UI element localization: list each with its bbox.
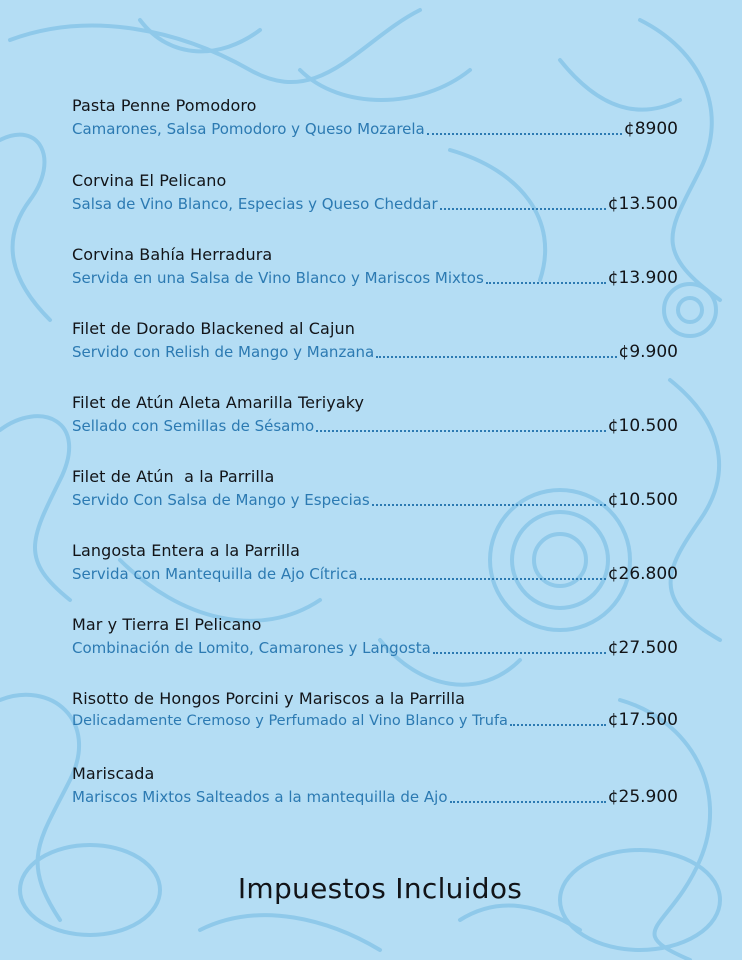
dish-description: Delicadamente Cremoso y Perfumado al Vino Blanco y Trufa [72,713,508,729]
dish-description: Servida con Mantequilla de Ajo Cítrica [72,565,358,583]
menu-item [72,393,678,443]
menu-item [72,764,678,814]
taxes-note: Impuestos Incluidos [237,872,523,905]
dish-description: Servida en una Salsa de Vino Blanco y Mariscos Mixtos [72,269,484,287]
dish-name: Mariscada [72,764,155,783]
dish-description: Servido con Relish de Mango y Manzana [72,343,375,361]
dish-name: Corvina Bahía Herradura [72,245,273,264]
dish-name: Corvina El Pelicano [72,171,227,190]
dot-leader [376,356,616,358]
dot-leader [486,282,606,284]
dish-name: Langosta Entera a la Parrilla [72,541,301,560]
dish-description: Camarones, Salsa Pomodoro y Queso Mozarela [72,120,425,138]
dish-name: Pasta Penne Pomodoro [72,96,257,115]
dish-price: ¢10.500 [607,490,678,510]
dish-price: ¢10.500 [607,416,678,436]
dish-name: Risotto de Hongos Porcini y Mariscos a la Parrilla [72,689,466,708]
dish-price: ¢26.800 [607,564,678,584]
dish-description: Servido Con Salsa de Mango y Especias [72,491,370,509]
dot-leader [433,652,606,654]
menu-item [72,541,678,591]
dot-leader [427,133,622,135]
dot-leader [316,430,606,432]
dot-leader [360,578,606,580]
menu-item [72,689,678,739]
menu-item [72,467,678,517]
dish-name: Filet de Dorado Blackened al Cajun [72,319,355,338]
dish-name: Mar y Tierra El Pelicano [72,615,262,634]
dish-price: ¢17.500 [607,710,678,730]
dish-price: ¢13.500 [607,194,678,214]
dish-price: ¢8900 [623,119,678,139]
menu-item [72,615,678,665]
menu-item [72,171,678,221]
menu-item [72,319,678,369]
dot-leader [372,504,606,506]
menu-item [72,96,678,146]
dish-description: Mariscos Mixtos Salteados a la mantequilla de Ajo [72,788,448,806]
dish-description: Combinación de Lomito, Camarones y Langosta [72,639,431,657]
dot-leader [510,724,606,726]
dish-name: Filet de Atún a la Parrilla [72,467,275,486]
dot-leader [440,208,606,210]
dish-price: ¢9.900 [618,342,678,362]
dish-price: ¢25.900 [607,787,678,807]
dish-price: ¢13.900 [607,268,678,288]
dish-name: Filet de Atún Aleta Amarilla Teriyaky [72,393,365,412]
menu-item [72,245,678,295]
dish-description: Sellado con Semillas de Sésamo [72,417,315,435]
dish-price: ¢27.500 [607,638,678,658]
dot-leader [450,801,606,803]
dish-description: Salsa de Vino Blanco, Especias y Queso Cheddar [72,195,438,213]
